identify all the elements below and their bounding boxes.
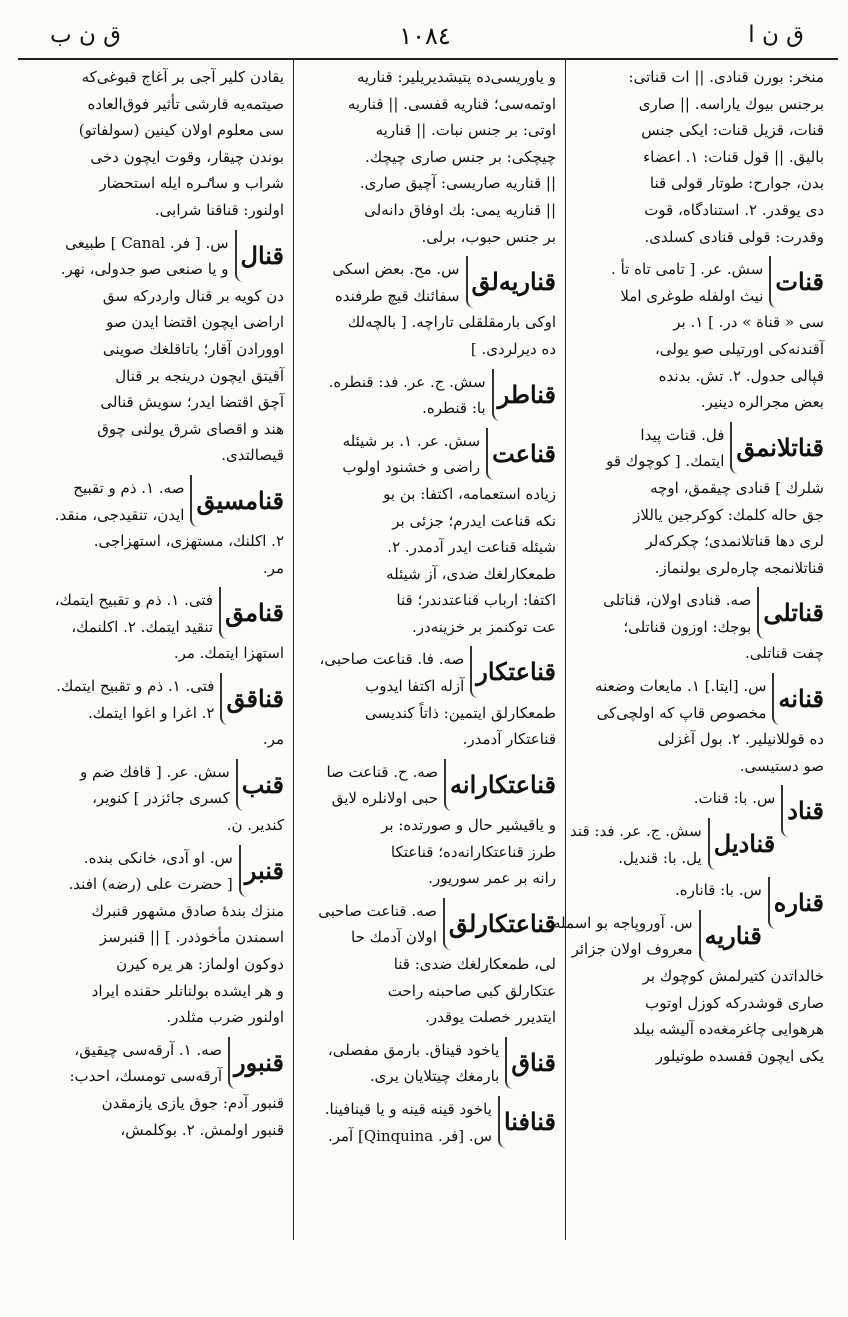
entry-text-line: اسمندن مأخوذدر. ] || قنبرسز xyxy=(99,928,284,947)
entry-text-line: فل. قنات پیدا xyxy=(640,425,725,444)
entry-text-line: صیتمه‌یه قارشی تأثیر فوق‌العاده xyxy=(87,94,284,113)
entry-text-line: مخصوص قاپ که اولچی‌کی xyxy=(596,703,767,722)
entry-text-line: س. آوروپاجه بو اسمله xyxy=(552,913,693,932)
entry-text-line: خالداتدن کتیرلمش کوچوك بر xyxy=(642,967,824,985)
entry-headword: قنب xyxy=(236,759,284,811)
entry-headword: قنال xyxy=(235,230,284,282)
entry-text-line: صه. ح. قناعت صا xyxy=(326,762,439,781)
dictionary-entry xyxy=(302,369,556,422)
entry-text-line: اوورادن آقار؛ باتاقلغك صوینی xyxy=(102,339,284,358)
entry-text-line: جق حاله کلمك: کوکرجین یاللاز xyxy=(633,505,824,524)
entry-text-line: زیاده استعمامه، اکتفا: بن بو xyxy=(383,484,556,503)
entry-text-line: اوکی بارمقلقلی تاراچه. [ بالچه‌لك xyxy=(347,313,556,332)
entry-text-line: برجنس بیوك یاراسه. || صاری xyxy=(638,94,824,113)
column-middle xyxy=(302,64,556,1234)
dictionary-entry xyxy=(26,673,284,753)
dictionary-entry xyxy=(574,587,824,667)
entry-text-line: || قناریه صاریسی: آچیق صاری. xyxy=(359,174,556,193)
entry-text-line: تنقید ایتمك. ٢. اکلنمك، xyxy=(71,617,214,636)
entry-headword: قنامق xyxy=(219,587,284,639)
entry-headword: قناعتکارلق xyxy=(443,898,556,950)
dictionary-entry xyxy=(26,230,284,469)
dictionary-entry xyxy=(26,64,284,224)
entry-text-line: صه. قناعت صاحبی xyxy=(318,901,437,920)
entry-headword: قناعت xyxy=(486,428,556,480)
entry-text-line: فتی. ١. ذم و تقبیح ایتمك. xyxy=(56,677,215,696)
entry-text-line: س. او آدی، خانکی بنده. xyxy=(83,848,233,867)
entry-text-line: || قناریه یمی: بك اوفاق دانه‌لی xyxy=(364,200,556,219)
entry-text-line: هند و اقصای شرق یولنی چوق xyxy=(97,419,284,438)
entry-text-line: بوجك: اوزون قناتلی؛ xyxy=(623,617,752,636)
entry-text-line: وقدرت: قولی قنادی کسلدی. xyxy=(644,227,824,246)
entry-text-line: شراب و ساٸره ایله استحضار xyxy=(99,174,284,193)
entry-text-line: حبی اولانلره لایق xyxy=(331,789,439,808)
entry-text-line: لی، طمعکارلغك ضدی: قنا xyxy=(393,955,556,973)
entry-text-line: سی معلوم اولان کینین (سولفاتو) xyxy=(78,121,284,140)
entry-text-line: با: قنطره. xyxy=(422,399,486,418)
column-divider xyxy=(565,60,566,1240)
entry-text-line: آقندنه‌کی اورتیلی صو یولی، xyxy=(654,339,824,358)
entry-text-line: معروف اولان جزائر xyxy=(571,940,693,959)
entry-headword: قناد xyxy=(781,785,824,837)
entry-headword: قنبر xyxy=(239,845,284,897)
entry-text-line: لری دها قناتلانمدی؛ چکرکه‌لر xyxy=(645,532,824,551)
entry-text-line: طرز قناعتکارانه‌ده؛ قناعتکا xyxy=(390,842,556,861)
entry-text-line: بدن، جوارح: طوتار قولی قنا xyxy=(649,174,824,193)
entry-text-line: قنبور آدم: جوق یازی یازمقدن xyxy=(101,1093,284,1112)
entry-text-line: اراضی ایچون اقتضا ایدن صو xyxy=(106,313,284,332)
entry-headword: قناره xyxy=(768,877,824,929)
entry-text-line: صو دستیسی. xyxy=(739,756,824,775)
entry-text-line: منزك بندهٔ صادق مشهور قنبرك xyxy=(91,901,284,920)
entry-text-line: منخر: بورن قنادی. || ات قناتی: xyxy=(628,68,824,86)
entry-text-line: صه. ١. آرقه‌سی چیقیق، xyxy=(74,1040,223,1059)
entry-text-line: چیچکی: بر جنس صاری چیچك. xyxy=(365,147,556,166)
entry-headword: قناتلانمق xyxy=(730,422,824,474)
entry-text-line: یکی ایچون قفسده طوتیلور xyxy=(655,1046,824,1065)
dictionary-entry xyxy=(302,1096,556,1149)
entry-text-line: اوتمه‌سی؛ قناریه قفسی. || قناریه xyxy=(347,94,556,113)
dictionary-entry xyxy=(574,673,824,779)
entry-text-line: طمعکارلغك ضدی، آز شیئله xyxy=(386,564,556,583)
entry-text-line: طمعکارلق ایتمین: ذاتاً کندیسی xyxy=(364,703,556,722)
entry-headword: قنافنا xyxy=(498,1096,556,1148)
entry-text-line: ٢. اکلنك، مستهزی، استهزاجی. xyxy=(93,532,284,551)
entry-text-line: قناتلانمجه چاره‌لری بولنماز. xyxy=(654,558,824,577)
dictionary-entry xyxy=(302,759,556,892)
entry-text-line: دی یوقدر. ٢. استنادگاه، قوت xyxy=(644,200,824,219)
column-right xyxy=(552,64,824,1234)
entry-text-line: سش. عر. ١. بر شیئله xyxy=(342,431,481,450)
entry-text-line: شلرك ] قنادی چیقمق، اوچه xyxy=(650,478,824,497)
entry-text-line: آزله اکتفا ایدوب xyxy=(365,677,465,696)
entry-text-line: بالیق. || قول قنات: ١. اعضاء xyxy=(643,147,824,166)
entry-text-line: قنبور اولمش. ٢. بوکلمش، xyxy=(120,1120,284,1139)
entry-text-line: قیصالتدی. xyxy=(221,446,284,465)
dictionary-entry xyxy=(26,587,284,667)
entry-text-line: عتکارلق کبی صاحبنه راحت xyxy=(387,981,556,1000)
entry-text-line: کندیر. ن. xyxy=(226,816,284,835)
entry-headword: قناعتکار xyxy=(470,646,556,698)
column-left xyxy=(26,64,284,1234)
dictionary-entry xyxy=(302,64,556,250)
entry-headword: قناطر xyxy=(492,369,556,421)
entry-text-line: یاخود قیناق. بارمق مفصلی، xyxy=(327,1040,500,1059)
dictionary-entry xyxy=(302,646,556,752)
entry-text-line: اولنور ضرب مثلدر. xyxy=(166,1008,284,1027)
entry-text-line: بارمغك چیتلایان یری. xyxy=(369,1067,500,1086)
entry-text-line: شیئله قناعت ایدر آدمدر. ٢. xyxy=(387,538,556,557)
entry-headword: قنبور xyxy=(228,1037,284,1089)
page-number: ١٠٨٤ xyxy=(399,22,451,50)
entry-text-line: و یاقیشیر حال و صورتده: بر xyxy=(381,816,556,835)
entry-text-line: دن کویه بر قنال واردرکه سق xyxy=(102,286,284,305)
entry-text-line: س. [فر. Qinquina] آمر. xyxy=(327,1126,492,1145)
entry-text-line: آچق اقتضا ایدر؛ سویش قنالی xyxy=(100,393,284,412)
column-divider xyxy=(293,60,294,1240)
dictionary-entry xyxy=(574,64,824,250)
entry-text-line: ایدن، تنقیدجی، منقد. xyxy=(54,505,185,524)
dictionary-entry xyxy=(302,428,556,641)
entry-text-line: قناعتکار آدمدر. xyxy=(462,730,556,749)
entry-headword: قنادیل xyxy=(708,818,776,870)
entry-text-line: و یا صنعی صو جدولی، نهر. xyxy=(60,260,229,279)
entry-text-line: س. [ایتا.] ١. مایعات وضعنه xyxy=(595,677,767,696)
dictionary-entry xyxy=(26,759,284,839)
entry-headword: قناعتکارانه xyxy=(444,759,556,811)
entry-text-line: مر. xyxy=(262,730,284,749)
entry-text-line: سش. عر. [ تامی تاه تأ . xyxy=(611,260,764,279)
dictionary-entry xyxy=(302,256,556,362)
entry-headword: قناقق xyxy=(220,673,284,725)
entry-text-line: اوتی: بر جنس نبات. || قناریه xyxy=(375,121,556,140)
dictionary-entry xyxy=(574,877,824,918)
header-rule xyxy=(18,58,838,60)
entry-text-line: [ حضرت علی (رضه) افند. xyxy=(68,875,233,894)
header-letters-right: ق ن ا xyxy=(748,22,804,48)
page-header xyxy=(0,8,848,56)
entry-text-line: ده قوللانیلیر. ٢. بول آغزلی xyxy=(657,730,824,749)
entry-text-line: س. مح. بعض اسکی xyxy=(332,260,460,279)
entry-text-line: و یاوریسی‌ده یتیشدیریلیر: قناریه xyxy=(356,68,556,86)
entry-text-line: ایتدیرر خصلت یوقدر. xyxy=(425,1008,556,1027)
entry-text-line: س. با: قاناره. xyxy=(675,881,762,900)
dictionary-entry xyxy=(26,475,284,581)
header-letters-left: ق ن ب xyxy=(50,22,122,48)
entry-text-line: ده دیرلردی. ] xyxy=(470,339,556,358)
entry-text-line: استهزا ایتمك. مر. xyxy=(173,644,284,663)
entry-text-line: بوندن چیقار، وقوت ایچون دخی xyxy=(90,147,284,166)
entry-text-line: اولان آدمك حا xyxy=(351,928,437,947)
entry-text-line: راضی و خشنود اولوب xyxy=(342,458,481,477)
entry-text-line: صاری قوشدرکه کوزل اوتوب xyxy=(645,993,824,1012)
entry-text-line: یاخود قینه قینه و یا قینافینا. xyxy=(324,1099,492,1118)
entry-text-line: رانه بر عمر سوریور. xyxy=(428,869,556,888)
entry-text-line: یقادن کلیر آجی بر آغاج قبوغی‌که xyxy=(81,68,284,86)
entry-headword: قناتلی xyxy=(757,587,824,639)
entry-text-line: هرهوایی چاغرمغه‌ده آلیشه بیلد xyxy=(632,1020,824,1039)
entry-text-line: ٢. اغرا و اغوا ایتمك. xyxy=(88,703,215,722)
entry-text-line: صه. قنادی اولان، قناتلی xyxy=(603,591,752,610)
dictionary-entry xyxy=(552,910,824,1070)
entry-text-line: بر جنس حبوب، برلی. xyxy=(421,227,556,246)
dictionary-entry xyxy=(26,1037,284,1143)
entry-headword: قناریه xyxy=(699,910,762,962)
entry-text-line: عت توکنمز بر خزینه‌در. xyxy=(412,617,556,636)
entry-text-line: صه. فا. قناعت صاحبی، xyxy=(319,650,465,669)
entry-headword: قنانه xyxy=(772,673,824,725)
entry-text-line: نکه قناعت ایدرم؛ جزئی بر xyxy=(392,511,556,530)
entry-text-line: دوکون اولماز: هر یره کیرن xyxy=(116,955,284,973)
entry-text-line: س. با: قنات. xyxy=(693,789,776,808)
entry-text-line: چفت قناتلی. xyxy=(744,644,824,663)
entry-text-line: و هر ایشده بولنانلر حقنده ایراد xyxy=(91,981,284,1000)
entry-text-line: سش. ج. عر. فد: قند xyxy=(570,822,702,841)
entry-text-line: صه. ١. ذم و تقبیح xyxy=(73,478,185,497)
entry-headword: قناریه‌لق xyxy=(466,256,557,308)
entry-text-line: کسری جائزدر ] کنویر، xyxy=(92,789,230,808)
dictionary-entry xyxy=(574,785,824,826)
entry-text-line: آرقه‌سی تومسك، احدب: xyxy=(69,1067,223,1086)
entry-text-line: سفائنك قیچ طرفنده xyxy=(334,286,460,305)
entry-text-line: آقیتق ایچون درینجه بر قنال xyxy=(115,366,284,385)
entry-text-line: یل. با: قندیل. xyxy=(618,848,702,867)
entry-text-line: اولنور: قناقنا شرابی. xyxy=(154,200,284,219)
entry-headword: قنات xyxy=(769,256,824,308)
entry-text-line: سش. ج. عر. فد: قنطره. xyxy=(328,372,486,391)
entry-text-line: اکتفا: ارباب قناعتدندر؛ قنا xyxy=(396,591,556,610)
dictionary-entry xyxy=(574,422,824,582)
entry-text-line: سش. عر. [ قافك ضم و xyxy=(80,762,230,781)
entry-text-line: بعض مجرالره دینیر. xyxy=(700,393,824,412)
entry-text-line: نیث اولفله طوغری املا xyxy=(620,286,764,305)
entry-text-line: قپالی جدول. ٢. تش. بدنده xyxy=(658,366,824,385)
dictionary-entry xyxy=(26,845,284,1031)
dictionary-entry xyxy=(302,898,556,1031)
entry-text-line: قنات، قزیل قنات: ایکی جنس xyxy=(641,121,824,140)
entry-headword: قناق xyxy=(505,1037,556,1089)
entry-text-line: مر. xyxy=(262,558,284,577)
dictionary-entry xyxy=(302,1037,556,1090)
entry-text-line: ایتمك. [ کوچوك قو xyxy=(606,452,725,471)
dictionary-entry xyxy=(574,256,824,416)
entry-text-line: س. [ فر. Canal ] طبیعی xyxy=(65,233,229,252)
entry-text-line: فتی. ١. ذم و تقبیح ایتمك، xyxy=(54,591,214,610)
entry-headword: قنامسیق xyxy=(190,475,284,527)
entry-text-line: سی « قناة » در. ] ١. بر xyxy=(673,313,824,332)
